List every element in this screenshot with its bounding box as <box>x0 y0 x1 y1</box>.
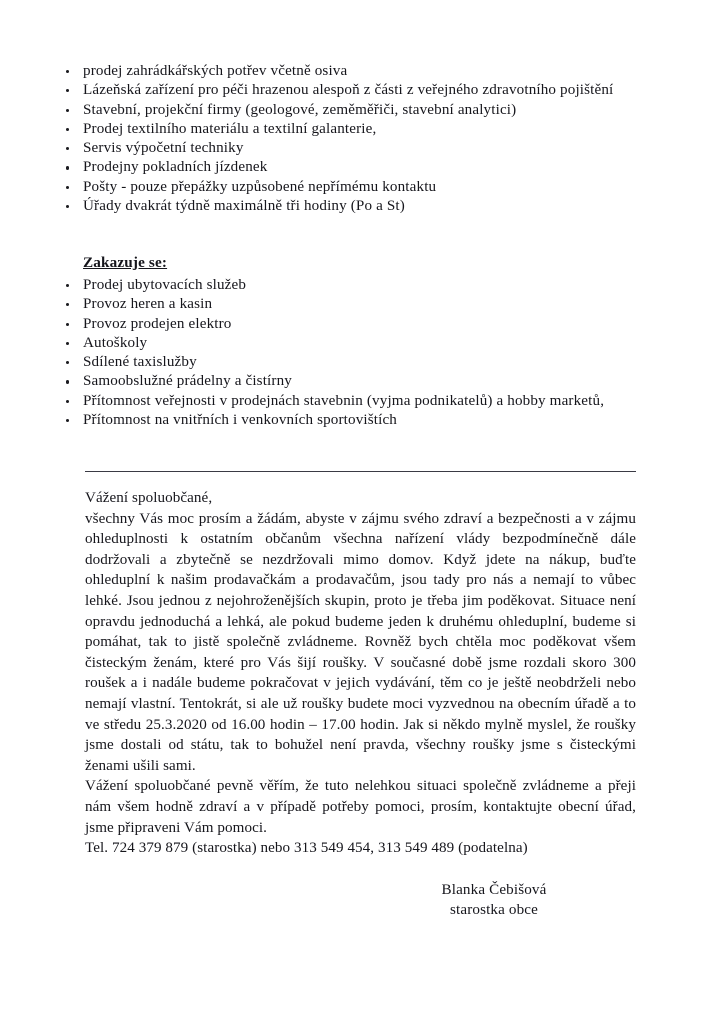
list-item-text: Pošty - pouze přepážky uzpůsobené nepřímému kontaktu <box>83 178 437 195</box>
list-item <box>66 120 641 139</box>
list-item <box>66 81 641 100</box>
list-item-text: Autoškoly <box>83 334 148 351</box>
list-item <box>66 178 641 197</box>
list-item-text: Prodej ubytovacích služeb <box>83 277 247 293</box>
list-item <box>66 372 641 391</box>
list-item-text: Lázeňská zařízení pro péči hrazenou alespoň z části z veřejného zdravotního pojištění <box>83 82 614 99</box>
signature-title: starostka obce <box>449 902 539 919</box>
list-item <box>66 62 641 81</box>
list-item <box>66 158 641 177</box>
list-item <box>66 353 641 372</box>
list-item-text: Provoz prodejen elektro <box>83 315 232 332</box>
list-item <box>66 101 641 120</box>
list-item <box>66 334 641 353</box>
section-divider <box>85 471 636 472</box>
banned-section-heading: Zakazuje se: <box>83 254 168 271</box>
list-item <box>66 315 641 334</box>
list-item <box>66 411 641 430</box>
list-item <box>66 139 641 158</box>
banned-measures-list <box>66 276 641 430</box>
signature-block <box>396 880 592 921</box>
letter-body <box>85 488 636 859</box>
list-item <box>66 197 641 216</box>
list-item-text: Přítomnost na vnitřních i venkovních sportovištích <box>83 412 398 429</box>
list-item-text: Prodej textilního materiálu a textilní galanterie, <box>83 120 377 137</box>
list-item-text: Stavební, projekční firmy (geologové, zeměměřiči, stavební analytici) <box>83 101 517 118</box>
list-item-text: Sdílené taxislužby <box>83 354 197 371</box>
letter-paragraph-2: Vážení spoluobčané pevně věřím, že tuto nelehkou situaci společně zvládneme a přeji nám všem hodně zdraví a v případě potřeby pomoci, prosím, kontaktujte obecní úřad, jsme připraveni Vám pomoci. <box>85 778 636 836</box>
letter-salutation: Vážení spoluobčané, <box>85 490 213 506</box>
list-item-text: Úřady dvakrát týdně maximálně tři hodiny (Po a St) <box>83 198 405 215</box>
list-item <box>66 276 641 295</box>
letter-paragraph-1: všechny Vás moc prosím a žádám, abyste v zájmu svého zdraví a bezpečnosti a v zájmu ohleduplnosti k ostatním občanům všechna nařízení vlády bezpodmínečně dále dodržovali a zbytečně se nezdržovali mimo domov. Když jdete na nákup, buďte ohleduplní k našim prodavačkám a prodavačům, jsou tady pro nás a nemají to vůbec lehké. Jsou jednou z nejohroženějších skupin, proto je třeba jim poděkovat. Situace není opravdu jednoduchá a lehká, ale pokud budeme jeden k druhému ohleduplní, budeme si pomáhat, tak to jistě společně zvládneme. Rovněž bych chtěla moc poděkovat všem čisteckým ženám, které pro Vás šijí roušky. V současné době jsme rozdali skoro 300 roušek a i nadále budeme pokračovat v jejich vydávání, těm co je ještě neobdrželi nebo nemají vlastní. Tentokrát, si ale už roušky budete moci vyzvednou na obecním úřadě a to ve středu 25.3.2020 od 16.00 hodin – 17.00 hodin. Jak si někdo mylně myslel, že roušky jsme dostali od státu, tak to bohužel není pravda, všechny roušky jsme s čisteckými ženami ušili sami. <box>85 510 636 774</box>
signature-name: Blanka Čebišová <box>441 882 547 898</box>
list-item-text: Samoobslužné prádelny a čistírny <box>83 373 292 390</box>
list-item-text: Provoz heren a kasin <box>83 296 213 313</box>
list-item <box>66 392 641 411</box>
list-item-text: Servis výpočetní techniky <box>83 140 244 157</box>
letter-contact-line: Tel. 724 379 879 (starostka) nebo 313 549 454, 313 549 489 (podatelna) <box>85 840 528 857</box>
list-item <box>66 295 641 314</box>
list-item-text: Přítomnost veřejnosti v prodejnách stavebnin (vyjma podnikatelů) a hobby marketů, <box>83 392 605 409</box>
list-item-text: prodej zahrádkářských potřev včetně osiva <box>83 63 348 79</box>
allowed-measures-list <box>66 62 641 216</box>
list-item-text: Prodejny pokladních jízdenek <box>83 159 268 176</box>
